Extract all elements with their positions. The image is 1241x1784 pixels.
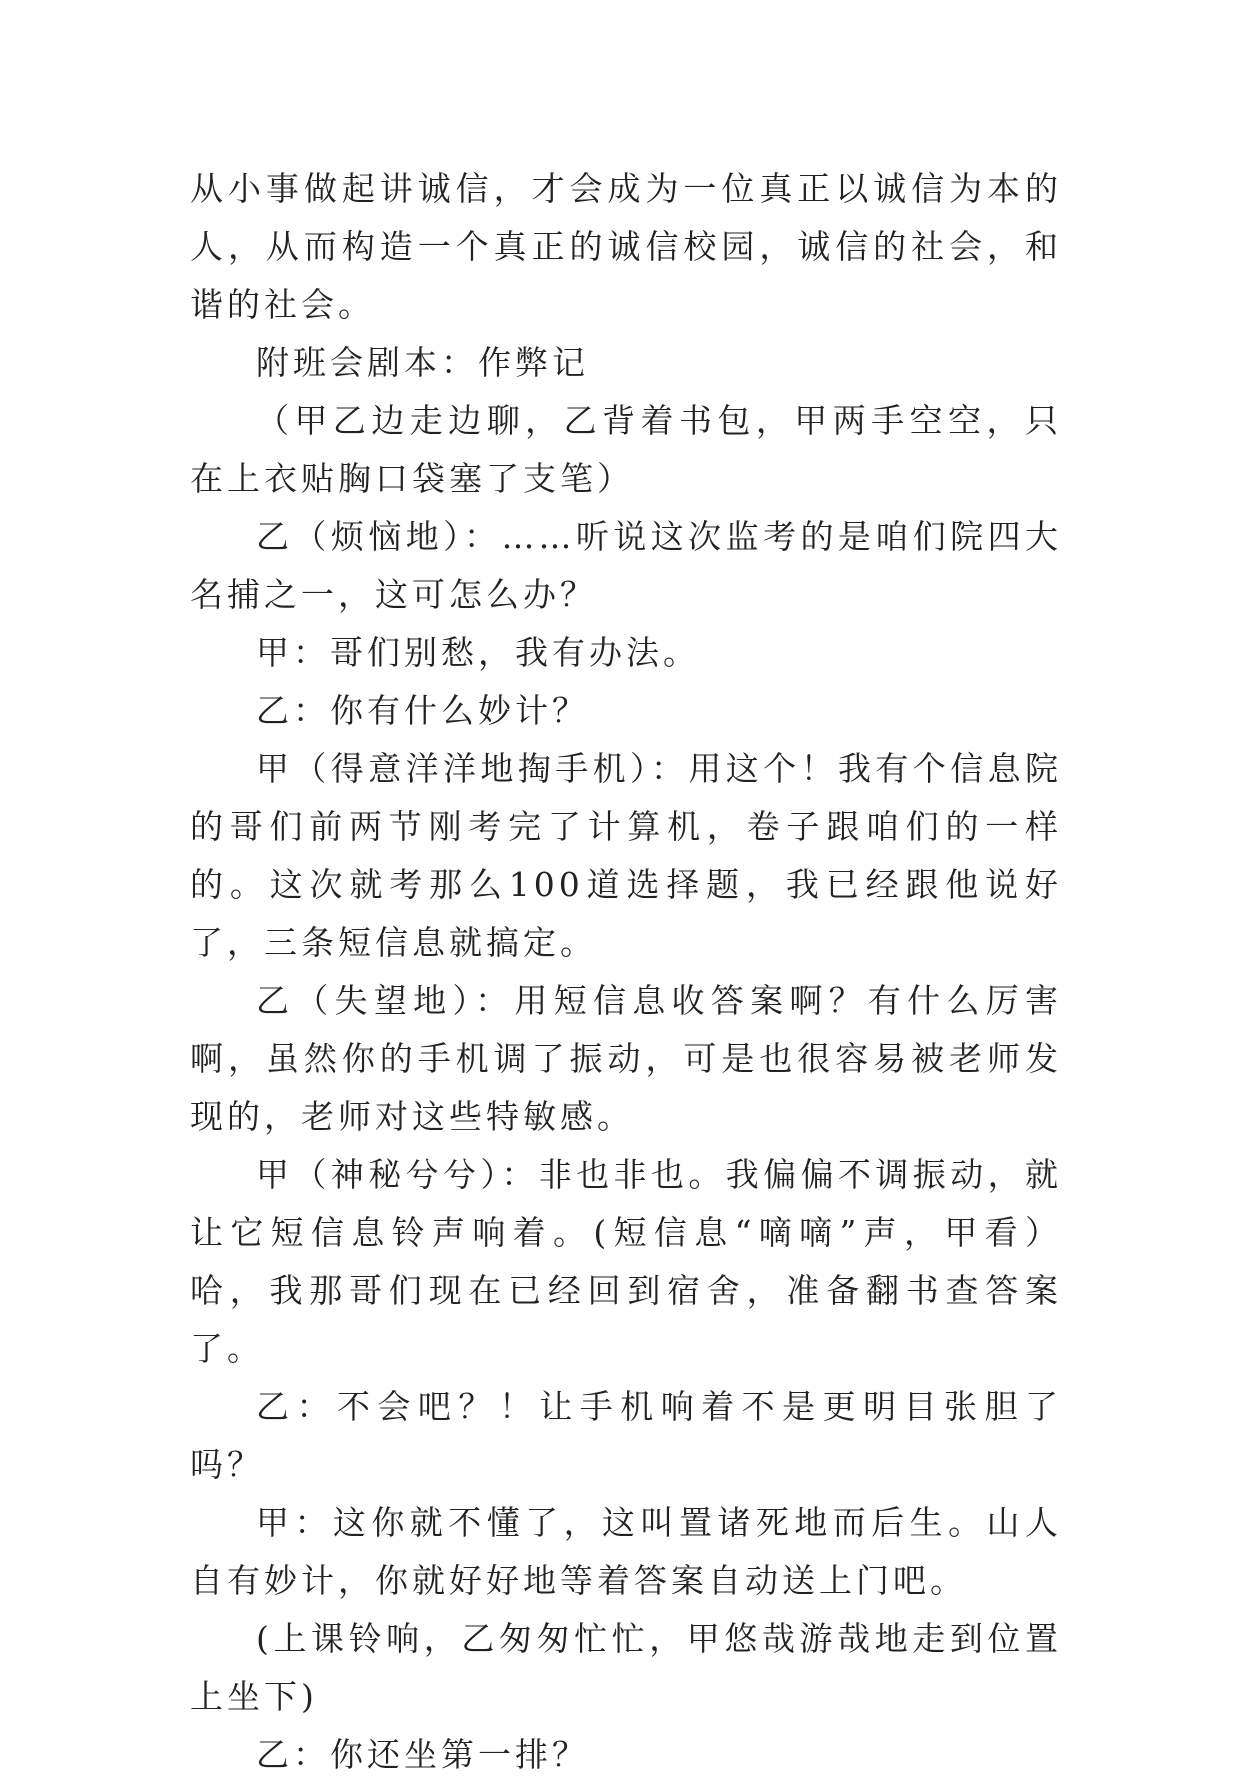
paragraph-dialogue-yi-2: 乙：你有什么妙计？ <box>256 691 589 730</box>
paragraph-dialogue-yi-3: 乙（失望地）：用短信息收答案啊？有什么厉害啊，虽然你的手机调了振动，可是也很容易被老师发现的，老师对这些特敏感。 <box>190 981 1062 1136</box>
paragraph-stage-direction-bell: (上课铃响，乙匆匆忙忙，甲悠哉游哉地走到位置上坐下) <box>190 1619 1062 1716</box>
paragraph-dialogue-jia-2: 甲（得意洋洋地掏手机）：用这个！我有个信息院的哥们前两节刚考完了计算机，卷子跟咱们的一样的。这次就考那么100道选择题，我已经跟他说好了，三条短信息就搞定。 <box>190 749 1062 962</box>
paragraph-dialogue-yi-5: 乙：你还坐第一排？ <box>256 1735 589 1774</box>
paragraph-dialogue-jia-4: 甲：这你就不懂了，这叫置诸死地而后生。山人自有妙计，你就好好地等着答案自动送上门吧。 <box>190 1503 1062 1600</box>
paragraph-dialogue-yi-1: 乙（烦恼地）：……听说这次监考的是咱们院四大名捕之一，这可怎么办？ <box>190 517 1062 614</box>
paragraph-script-title: 附班会剧本：作弊记 <box>256 343 589 382</box>
paragraph-dialogue-yi-4: 乙：不会吧？！让手机响着不是更明目张胆了吗？ <box>190 1387 1062 1484</box>
paragraph-dialogue-jia-1: 甲：哥们别愁，我有办法。 <box>256 633 700 672</box>
paragraph-stage-direction-opening: （甲乙边走边聊，乙背着书包，甲两手空空，只在上衣贴胸口袋塞了支笔） <box>190 401 1062 498</box>
document-body <box>190 160 1062 1784</box>
paragraph-dialogue-jia-3: 甲（神秘兮兮）：非也非也。我偏偏不调振动，就让它短信息铃声响着。(短信息“嘀嘀”声，甲看）哈，我那哥们现在已经回到宿舍，准备翻书查答案了。 <box>190 1155 1062 1368</box>
paragraph-intro-continuation: 从小事做起讲诚信，才会成为一位真正以诚信为本的人，从而构造一个真正的诚信校园，诚信的社会，和谐的社会。 <box>190 169 1062 324</box>
